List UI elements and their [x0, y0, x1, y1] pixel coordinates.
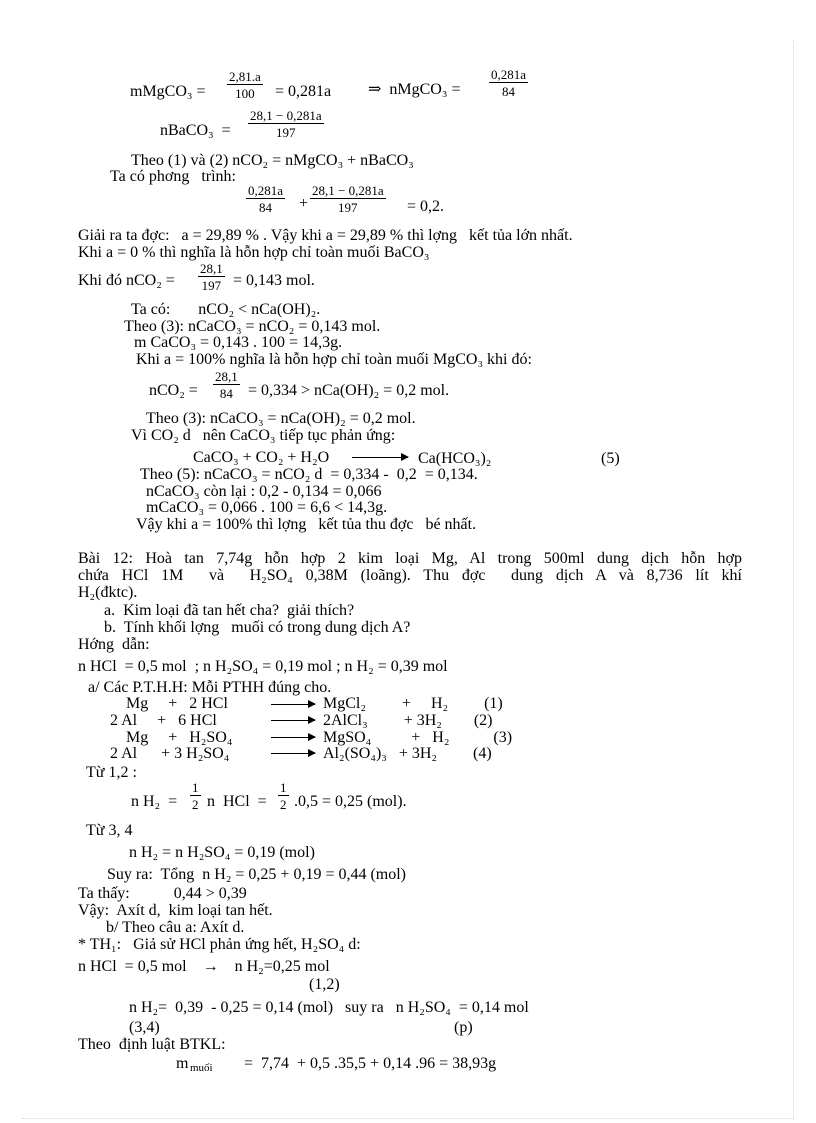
text-line: Theo (3): nCaCO₃ = nCO₂ = 0,143 mol. — [124, 318, 381, 335]
fraction: $\frac{28,1 - 0,281a}{197}$ — [250, 108, 322, 140]
guide-heading: Hớng dẫn: — [78, 636, 150, 653]
plus-sign: + — [299, 195, 309, 212]
reaction-number: (5) — [601, 450, 620, 467]
text-line: Từ 3, 4 — [86, 822, 133, 839]
question-b: b. Tính khối lợng muối có trong dung dịch A? — [104, 619, 411, 636]
text-line: Vì CO₂ d nên CaCO₃ tiếp tục phản ứng: — [131, 427, 396, 444]
formula-result: = 0,281a — [275, 83, 332, 100]
problem-statement: chứa HCl 1M và H₂SO₄ 0,38M (loãng). Thu đợc dung dịch A và 8,736 lít khí — [78, 567, 742, 584]
page-border-right — [793, 40, 794, 1120]
text-line: Theo (3): nCaCO₃ = nCa(OH)₂ = 0,2 mol. — [146, 410, 416, 427]
text-line: Khi a = 0 % thì nghĩa là hỗn hợp chỉ toàn muối BaCO₃ — [78, 244, 430, 261]
formula-mass: m — [176, 1055, 189, 1072]
text-line: Từ 1,2 : — [86, 764, 137, 781]
text-line: Theo định luật BTKL: — [78, 1036, 226, 1053]
reaction-right: Al₂(SO₄)₃ + 3H₂ (4) — [323, 745, 492, 762]
reaction-right: 2AlCl₃ + 3H₂ (2) — [323, 712, 493, 729]
reaction-right: MgSO₄ + H₂ (3) — [323, 729, 513, 746]
text-line: m CaCO₃ = 0,143 . 100 = 14,3g. — [134, 334, 343, 351]
text-line: a/ Các P.T.H.H: Mỗi PTHH đúng cho. — [88, 679, 332, 696]
text-line: Theo (1) và (2) nCO₂ = nMgCO₃ + nBaCO₃ — [131, 152, 414, 169]
fraction: $\frac{1}{2}$ — [280, 780, 287, 812]
text-line: Khi a = 100% nghĩa là hỗn hợp chỉ toàn muối MgCO₃ khi đó: — [136, 351, 532, 368]
reaction-left: CaCO₃ + CO₂ + H₂O — [193, 449, 330, 466]
text-line: mCaCO₃ = 0,066 . 100 = 6,6 < 14,3g. — [146, 499, 388, 516]
text-line: Theo (5): nCaCO₃ = nCO₂ d = 0,334 - 0,2 = 0,134. — [140, 466, 478, 483]
reaction-left: Mg + 2 HCl — [126, 695, 228, 712]
page-border-bottom — [22, 1118, 794, 1119]
arrow-icon — [271, 737, 315, 738]
text-line: Vậy: Axít d, kim loại tan hết. — [78, 902, 273, 919]
text-line: Vậy khi a = 100% thì lợng kết tủa thu đợc bé nhất. — [136, 516, 477, 533]
text-line: (p) — [454, 1019, 473, 1036]
text-line: nCaCO₃ còn lại : 0,2 - 0,134 = 0,066 — [146, 483, 382, 500]
formula-result: = 7,74 + 0,5 .35,5 + 0,14 .96 = 38,93g — [244, 1055, 497, 1072]
text-line: Ta thấy: 0,44 > 0,39 — [78, 885, 247, 902]
problem-statement: Bài 12: Hoà tan 7,74g hỗn hợp 2 kim loại Mg, Al trong 500ml dung dịch hỗn hợp — [78, 550, 742, 567]
arrow-icon — [271, 704, 315, 705]
fraction: $\frac{0,281a}{84}$ — [248, 183, 284, 215]
text-line: n H₂= 0,39 - 0,25 = 0,14 (mol) suy ra n H₂SO₄ = 0,14 mol — [129, 999, 529, 1016]
arrow-icon — [271, 753, 315, 754]
text-line: n HCl = 0,5 mol ; n H₂SO₄ = 0,19 mol ; n H₂ = 0,39 mol — [78, 658, 448, 675]
text-line: (1,2) — [309, 976, 340, 993]
formula-result: .0,5 = 0,25 (mol). — [294, 793, 407, 810]
text-line: Khi đó nCO₂ = — [78, 272, 175, 289]
text-line: (3,4) — [129, 1019, 160, 1036]
text-line: Ta có phơng trình: — [110, 168, 236, 185]
text-line: Giải ra ta đợc: a = 29,89 % . Vậy khi a = 29,89 % thì lợng kết tủa lớn nhất. — [78, 227, 573, 244]
formula-result: = 0,2. — [407, 198, 445, 215]
fraction: $\frac{28,1}{197}$ — [200, 261, 223, 293]
arrow-icon — [352, 457, 408, 458]
fraction: $\frac{2,81.a}{100}$ — [229, 69, 261, 101]
reaction-right: MgCl₂ + H₂ (1) — [323, 695, 503, 712]
text-line: n HCl = 0,5 mol → n H₂=0,25 mol — [78, 958, 330, 975]
text-line: nCO₂ = — [149, 382, 198, 399]
reaction-left: 2 Al + 6 HCl — [110, 712, 217, 729]
fraction: $\frac{28,1}{84}$ — [215, 369, 238, 401]
text-line: b/ Theo câu a: Axít d. — [106, 919, 245, 936]
formula: n H₂ = — [131, 793, 178, 810]
formula: n HCl = — [207, 793, 267, 810]
fraction: $\frac{1}{2}$ — [192, 780, 199, 812]
formula-mMgCO3: mMgCO₃ = — [130, 83, 206, 100]
formula-nBaCO3: nBaCO₃ = — [160, 122, 231, 139]
fraction: $\frac{0,281a}{84}$ — [491, 67, 527, 99]
text-line: n H₂ = n H₂SO₄ = 0,19 (mol) — [129, 844, 315, 861]
fraction: $\frac{28,1 - 0,281a}{197}$ — [312, 183, 384, 215]
arrow-icon — [271, 720, 315, 721]
text-line: Suy ra: Tổng n H₂ = 0,25 + 0,19 = 0,44 (mol) — [107, 866, 407, 883]
reaction-left: Mg + H₂SO₄ — [126, 729, 233, 746]
problem-statement: H₂(đktc). — [78, 584, 138, 601]
text-line: * TH₁: Giả sử HCl phản ứng hết, H₂SO₄ d: — [78, 936, 361, 953]
formula-subscript: muối — [190, 1062, 213, 1074]
text-line: Ta có: nCO₂ < nCa(OH)₂. — [131, 301, 321, 318]
formula-nMgCO3: ⇒ nMgCO₃ = — [368, 81, 461, 98]
question-a: a. Kim loại đã tan hết cha? giải thích? — [104, 602, 355, 619]
formula-result: = 0,334 > nCa(OH)₂ = 0,2 mol. — [248, 382, 450, 399]
reaction-left: 2 Al + 3 H₂SO₄ — [110, 745, 230, 762]
formula-result: = 0,143 mol. — [233, 272, 315, 289]
reaction-right: Ca(HCO₃)₂ — [418, 450, 492, 467]
